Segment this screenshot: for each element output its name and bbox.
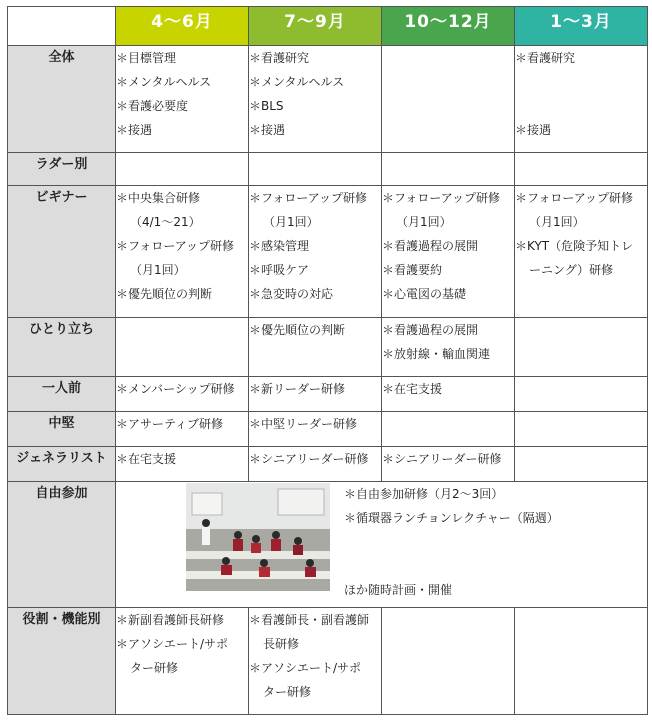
list-item: ＊アソシエート/サポ (249, 661, 362, 675)
cell-independent-q1 (116, 318, 249, 377)
list-item: ＊メンバーシップ研修 (116, 382, 235, 396)
cell-competent-q4 (515, 377, 648, 412)
list-item: ＊新リーダー研修 (249, 382, 346, 396)
list-item: ＊メンタルヘルス (249, 75, 345, 89)
cell-generalist-q2 (249, 447, 382, 482)
list-item: ＊呼吸ケア (249, 263, 310, 277)
cell-independent-q3 (382, 318, 515, 377)
list-item: ＊循環器ランチョンレクチャー（隔週） (344, 511, 559, 525)
cell-overall-q1 (116, 46, 249, 153)
row-label: ビギナー (8, 186, 116, 318)
list-item: ＊看護過程の展開 (382, 323, 479, 337)
cell-competent-q2 (249, 377, 382, 412)
list-item: ＊看護過程の展開 (382, 239, 479, 253)
row-label: ラダー別 (8, 153, 116, 186)
cell-mid-q2 (249, 412, 382, 447)
list-item: ター研修 (130, 661, 179, 675)
row-label: ジェネラリスト (8, 447, 116, 482)
list-item: ＊メンタルヘルス (116, 75, 212, 89)
list-item: ター研修 (263, 685, 312, 699)
cell-generalist-q1 (116, 447, 249, 482)
cell-generalist-q3 (382, 447, 515, 482)
row-ladder (8, 153, 648, 186)
cell-role-q4 (515, 608, 648, 715)
list-item: ＊心電図の基礎 (382, 287, 467, 301)
list-item: ＊急変時の対応 (249, 287, 334, 301)
list-item: ＊在宅支援 (116, 452, 177, 466)
row-label: 一人前 (8, 377, 116, 412)
list-item: ＊接遇 (515, 123, 552, 137)
list-item: ＊中堅リーダー研修 (249, 417, 358, 431)
cell-mid-q4 (515, 412, 648, 447)
list-item: ＊優先順位の判断 (116, 287, 213, 301)
cell-ladder-q3 (382, 153, 515, 186)
list-item: ＊フォローアップ研修 (116, 239, 234, 253)
list-item: ＊在宅支援 (382, 382, 443, 396)
row-label: 役割・機能別 (8, 608, 116, 715)
cell-competent-q1 (116, 377, 249, 412)
list-item: ＊シニアリーダー研修 (382, 452, 502, 466)
row-free-participation (8, 482, 648, 608)
row-competent (8, 377, 648, 412)
row-generalist (8, 447, 648, 482)
free-participation-text (344, 482, 559, 602)
cell-overall-q3 (382, 46, 515, 153)
row-label: 中堅 (8, 412, 116, 447)
blank-line (515, 70, 647, 94)
list-item: ＊目標管理 (116, 51, 177, 65)
row-mid-level (8, 412, 648, 447)
free-note: ほか随時計画・開催 (344, 583, 453, 597)
list-item: ＊感染管理 (249, 239, 310, 253)
header-oct-dec: 10～12月 (382, 7, 515, 46)
list-item: ＊看護研究 (249, 51, 310, 65)
row-overall (8, 46, 648, 153)
row-beginner (8, 186, 648, 318)
list-item: ＊看護必要度 (116, 99, 189, 113)
training-session-photo (186, 483, 330, 591)
list-item: （月1回） (263, 215, 319, 229)
list-item: ＊KYT（危険予知トレ (515, 239, 634, 253)
blank-line (515, 94, 647, 118)
cell-independent-q4 (515, 318, 648, 377)
list-item: ＊接遇 (116, 123, 153, 137)
row-independent (8, 318, 648, 377)
list-item: ＊接遇 (249, 123, 286, 137)
list-item: ＊フォローアップ研修 (249, 191, 367, 205)
cell-beginner-q4 (515, 186, 648, 318)
row-label: ひとり立ち (8, 318, 116, 377)
list-item: ＊看護要約 (382, 263, 443, 277)
cell-role-q1 (116, 608, 249, 715)
cell-beginner-q3 (382, 186, 515, 318)
list-item: ＊自由参加研修（月2～3回） (344, 487, 504, 501)
list-item: ＊フォローアップ研修 (515, 191, 633, 205)
list-item: ＊BLS (249, 99, 284, 113)
list-item: ＊シニアリーダー研修 (249, 452, 369, 466)
row-role-function (8, 608, 648, 715)
list-item: （月1回） (130, 263, 186, 277)
header-row (8, 7, 648, 46)
cell-free-participation (116, 482, 648, 608)
cell-overall-q2 (249, 46, 382, 153)
cell-mid-q3 (382, 412, 515, 447)
list-item: ＊アサーティブ研修 (116, 417, 224, 431)
cell-role-q3 (382, 608, 515, 715)
header-corner (8, 7, 116, 46)
training-schedule-table (7, 6, 648, 715)
row-label: 全体 (8, 46, 116, 153)
classroom-photo-icon (186, 483, 330, 591)
list-item: ＊アソシエート/サポ (116, 637, 229, 651)
cell-independent-q2 (249, 318, 382, 377)
cell-mid-q1 (116, 412, 249, 447)
list-item: ＊放射線・輸血関連 (382, 347, 491, 361)
cell-ladder-q2 (249, 153, 382, 186)
list-item: ＊優先順位の判断 (249, 323, 346, 337)
cell-competent-q3 (382, 377, 515, 412)
row-label: 自由参加 (8, 482, 116, 608)
cell-ladder-q1 (116, 153, 249, 186)
list-item: ーニング）研修 (529, 263, 614, 277)
list-item: ＊新副看護師長研修 (116, 613, 225, 627)
cell-ladder-q4 (515, 153, 648, 186)
list-item: ＊看護師長・副看護師 (249, 613, 370, 627)
cell-beginner-q1 (116, 186, 249, 318)
list-item: （4/1～21） (130, 215, 201, 229)
list-item: ＊フォローアップ研修 (382, 191, 500, 205)
cell-overall-q4 (515, 46, 648, 153)
cell-generalist-q4 (515, 447, 648, 482)
list-item: （月1回） (529, 215, 585, 229)
list-item: 長研修 (263, 637, 300, 651)
cell-role-q2 (249, 608, 382, 715)
list-item: ＊中央集合研修 (116, 191, 201, 205)
list-item: ＊看護研究 (515, 51, 576, 65)
header-apr-jun: 4～6月 (116, 7, 249, 46)
cell-beginner-q2 (249, 186, 382, 318)
header-jan-mar: 1～3月 (515, 7, 648, 46)
list-item: （月1回） (396, 215, 452, 229)
header-jul-sep: 7～9月 (249, 7, 382, 46)
